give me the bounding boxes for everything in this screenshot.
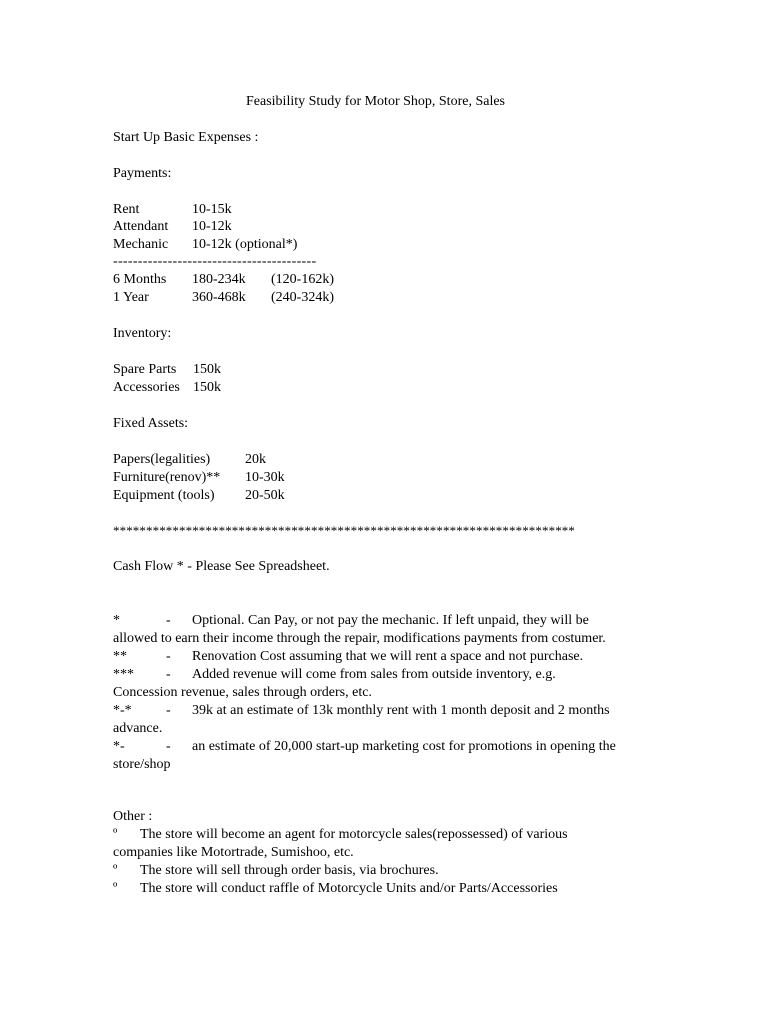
asset-value: 20-50k — [245, 488, 285, 503]
other-item-continuation: companies like Motortrade, Sumishoo, etc. — [113, 845, 354, 860]
asset-label: Papers(legalities) — [113, 452, 211, 467]
payments-heading: Payments: — [113, 166, 172, 181]
payments-divider: ----------------------------------------- — [113, 254, 317, 269]
footnote-text: Added revenue will come from sales from outside inventory, e.g. — [192, 667, 556, 682]
footnote-dash: - — [166, 667, 171, 682]
asset-label: Furniture(renov)** — [113, 470, 221, 485]
payment-label: Rent — [113, 202, 140, 217]
bullet-icon: º — [113, 827, 118, 842]
footnote-mark: ** — [113, 649, 127, 664]
fixed-assets-heading: Fixed Assets: — [113, 416, 189, 431]
total-alt-value: (240-324k) — [271, 290, 334, 305]
inventory-value: 150k — [193, 380, 221, 395]
other-heading: Other : — [113, 809, 153, 824]
footnote-text: an estimate of 20,000 start-up marketing cost for promotions in opening the — [192, 739, 616, 754]
payment-label: Mechanic — [113, 237, 169, 252]
total-alt-value: (120-162k) — [271, 272, 334, 287]
payment-value: 10-15k — [192, 202, 232, 217]
total-label: 1 Year — [113, 290, 149, 305]
payment-value: 10-12k — [192, 219, 232, 234]
footnote-dash: - — [166, 613, 171, 628]
footnote-text: 39k at an estimate of 13k monthly rent with 1 month deposit and 2 months — [192, 703, 610, 718]
other-item-text: The store will sell through order basis, via brochures. — [140, 863, 439, 878]
asset-label: Equipment (tools) — [113, 488, 215, 503]
footnote-dash: - — [166, 703, 171, 718]
footnote-dash: - — [166, 649, 171, 664]
footnote-continuation: allowed to earn their income through the repair, modifications payments from costumer. — [113, 631, 606, 646]
footnote-continuation: Concession revenue, sales through orders, etc. — [113, 685, 372, 700]
asset-value: 10-30k — [245, 470, 285, 485]
payment-label: Attendant — [113, 219, 169, 234]
total-value: 180-234k — [192, 272, 246, 287]
footnote-mark: *** — [113, 667, 134, 682]
footnote-dash: - — [166, 739, 171, 754]
footnote-text: Optional. Can Pay, or not pay the mechanic. If left unpaid, they will be — [192, 613, 589, 628]
footnote-mark: *- — [113, 739, 125, 754]
document-title: Feasibility Study for Motor Shop, Store, Sales — [246, 94, 505, 109]
asset-value: 20k — [245, 452, 266, 467]
total-value: 360-468k — [192, 290, 246, 305]
bullet-icon: º — [113, 863, 118, 878]
cash-flow-note: Cash Flow * - Please See Spreadsheet. — [113, 559, 330, 574]
inventory-value: 150k — [193, 362, 221, 377]
footnote-mark: *-* — [113, 703, 132, 718]
payment-value: 10-12k (optional*) — [192, 237, 298, 252]
footnote-continuation: store/shop — [113, 757, 171, 772]
total-label: 6 Months — [113, 272, 167, 287]
footnote-text: Renovation Cost assuming that we will rent a space and not purchase. — [192, 649, 584, 664]
footnote-mark: * — [113, 613, 120, 628]
startup-heading: Start Up Basic Expenses : — [113, 130, 259, 145]
inventory-label: Spare Parts — [113, 362, 177, 377]
other-item-text: The store will conduct raffle of Motorcycle Units and/or Parts/Accessories — [140, 881, 558, 896]
other-item-text: The store will become an agent for motorcycle sales(repossessed) of various — [140, 827, 568, 842]
stars-divider: ********************************************************************** — [113, 523, 575, 538]
bullet-icon: º — [113, 881, 118, 896]
inventory-heading: Inventory: — [113, 326, 172, 341]
footnote-continuation: advance. — [113, 721, 163, 736]
inventory-label: Accessories — [113, 380, 180, 395]
